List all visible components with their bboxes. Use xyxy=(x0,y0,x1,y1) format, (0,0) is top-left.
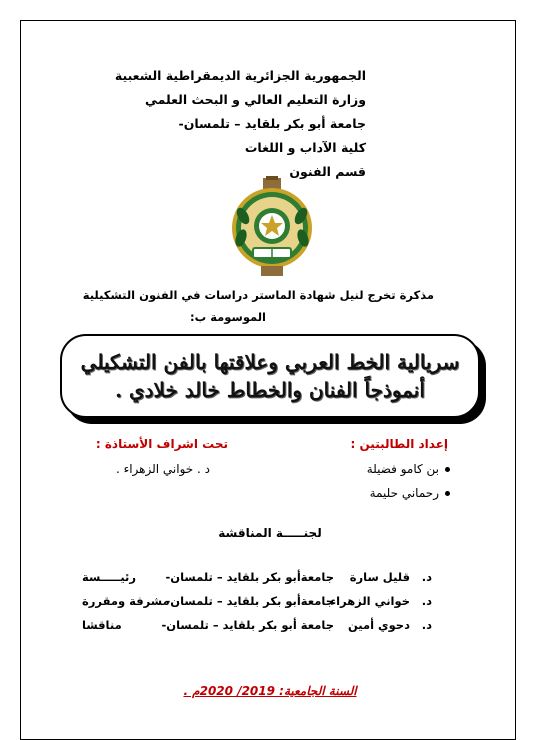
member-title: د. xyxy=(421,618,432,632)
member-name: قليل سارة xyxy=(349,570,410,584)
student-item xyxy=(370,486,450,500)
academic-year: السنة الجامعية: 2019/ 2020م . xyxy=(183,684,357,698)
member-title: د. xyxy=(421,594,432,608)
students-heading: إعداد الطالبتين : xyxy=(350,437,448,451)
committee-row xyxy=(82,618,432,636)
header-faculty: كلية الآداب و اللغات xyxy=(244,140,366,155)
supervision-heading: تحت اشراف الأستاذة : xyxy=(95,437,228,451)
thesis-title-line2: أنموذجاً الفنان والخطاط خالد خلادي . xyxy=(115,378,425,402)
member-role: مناقشا xyxy=(82,618,122,632)
thesis-intro: مذكرة تخرج لنيل شهادة الماستر دراسات في الفنون التشكيلية xyxy=(82,288,434,302)
member-institution: جامعةأبو بكر بلقايد – تلمسان- xyxy=(165,570,334,584)
header-department: قسم الفنون xyxy=(289,164,366,179)
member-name: دحوي أمين xyxy=(347,618,410,632)
student-name: بن كامو فضيلة xyxy=(366,462,439,476)
member-title: د. xyxy=(421,570,432,584)
member-institution: جامعة أبو بكر بلقايد – تلمسان- xyxy=(161,618,334,632)
bullet-icon xyxy=(445,467,450,472)
bullet-icon xyxy=(445,491,450,496)
committee-row xyxy=(82,570,432,588)
thesis-title-line1: سريالية الخط العربي وعلاقتها بالفن التشكيلي xyxy=(80,350,460,374)
student-name: رحماني حليمة xyxy=(369,486,439,500)
member-role: مشرفة ومقررة xyxy=(82,594,170,608)
header-ministry: وزارة التعليم العالي و البحث العلمي xyxy=(144,92,366,107)
header-university: جامعة أبو بكر بلقايد – تلمسان- xyxy=(178,116,366,131)
member-role: رئيـــــسة xyxy=(82,570,136,584)
university-emblem-icon xyxy=(223,176,321,278)
thesis-title-box xyxy=(60,334,480,418)
student-item xyxy=(367,462,450,476)
committee-row xyxy=(82,594,432,612)
header-republic: الجمهورية الجزائرية الديمقراطية الشعبية xyxy=(114,68,366,83)
thesis-subtitle-label: الموسومة ب: xyxy=(190,310,266,324)
committee-heading: لجنـــــة المناقشة xyxy=(218,526,322,540)
member-institution: جامعةأبو بكر بلقايد – تلمسان- xyxy=(165,594,334,608)
member-name: خواني الزهراء xyxy=(330,594,410,608)
supervisor-name: د . خواني الزهراء . xyxy=(115,462,210,476)
